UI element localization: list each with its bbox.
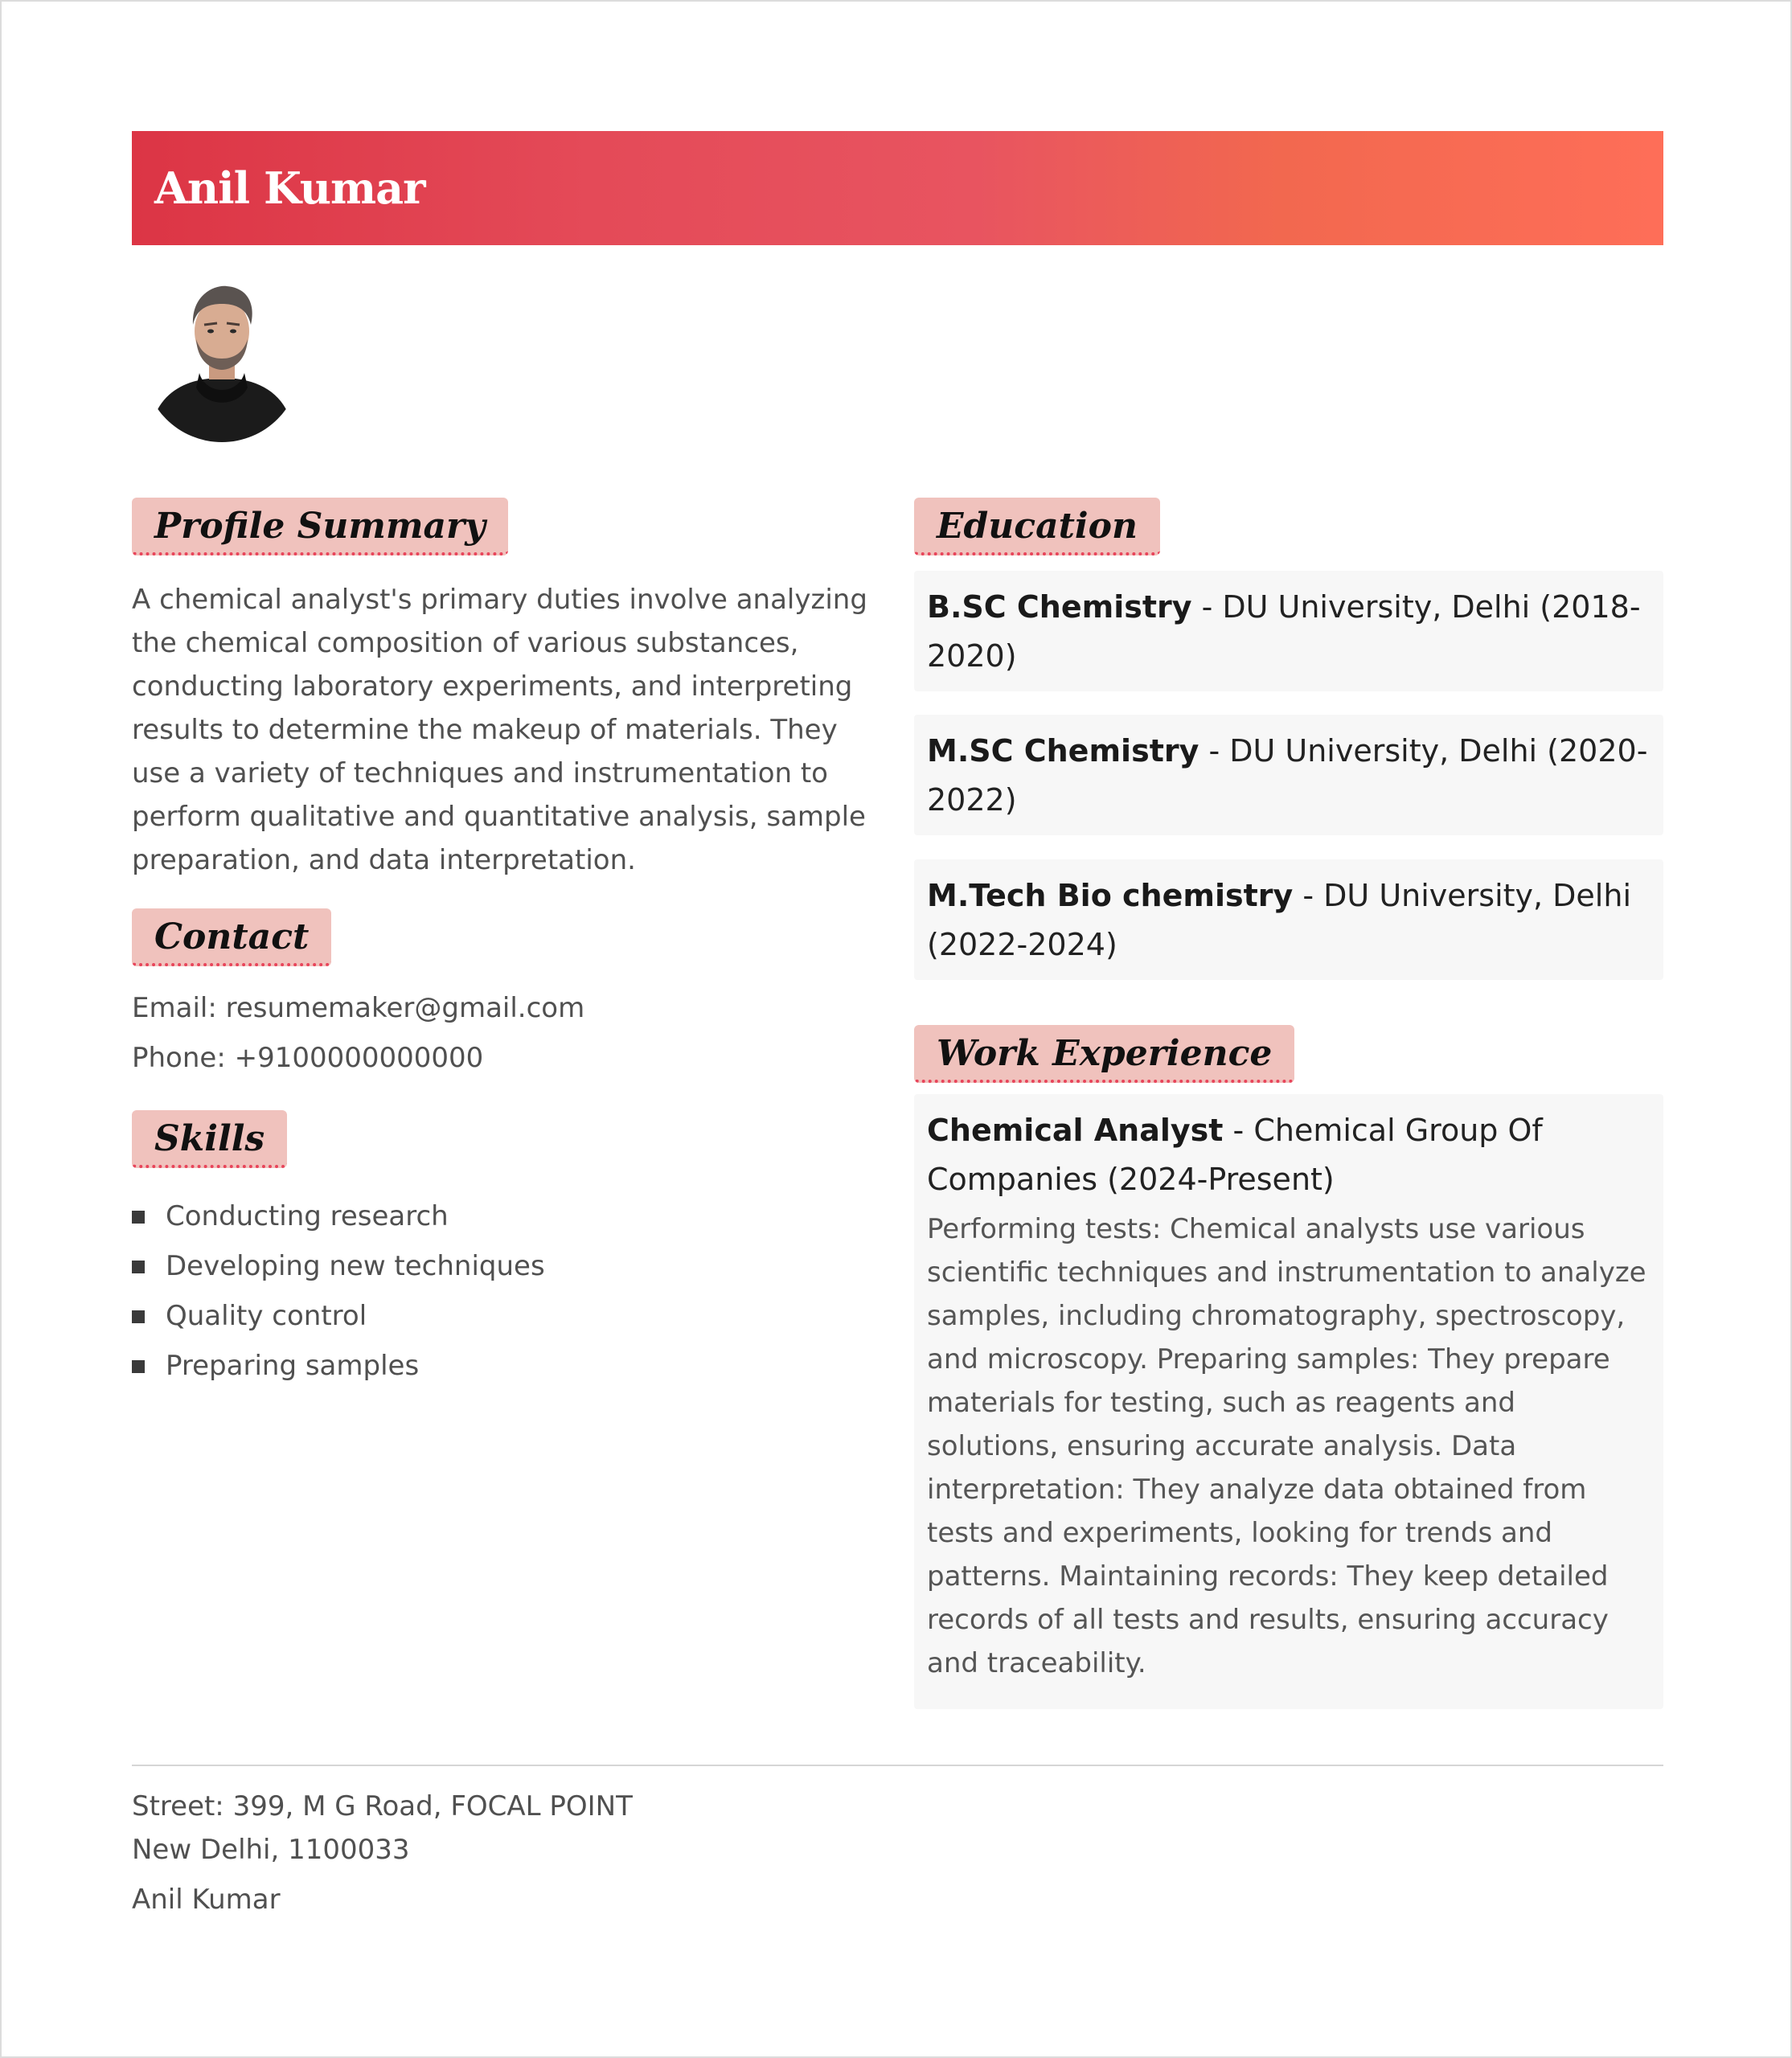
work-item: [914, 1094, 1663, 1709]
job-title: Chemical Analyst: [927, 1113, 1224, 1148]
contact-email: Email: resumemaker@gmail.com: [132, 992, 585, 1024]
summary-line: preparation, and data interpretation.: [132, 844, 636, 876]
education-item: [914, 859, 1663, 980]
desc-line: interpretation: They analyze data obtained from: [927, 1474, 1587, 1506]
education-line: [927, 583, 1651, 632]
summary-line: use a variety of techniques and instrumentation to: [132, 757, 828, 789]
institution: - DU University, Delhi (2020-: [1199, 733, 1648, 769]
work-role-line: [927, 1106, 1651, 1155]
degree-name: M.SC Chemistry: [927, 733, 1199, 769]
education-years: 2020): [927, 638, 1017, 674]
desc-line: Performing tests: Chemical analysts use various: [927, 1213, 1585, 1245]
desc-line: materials for testing, such as reagents and: [927, 1387, 1515, 1419]
desc-line: solutions, ensuring accurate analysis. Data: [927, 1430, 1517, 1462]
education-years: (2022-2024): [927, 927, 1117, 962]
skills-heading: Skills: [132, 1110, 287, 1168]
square-bullet-icon: [132, 1310, 145, 1323]
contact-heading: Contact: [132, 908, 331, 966]
summary-line: conducting laboratory experiments, and interpreting: [132, 670, 853, 703]
education-years: 2022): [927, 782, 1017, 818]
list-item: [132, 1191, 545, 1241]
desc-line: records of all tests and results, ensuring accuracy: [927, 1604, 1609, 1636]
work-experience-heading: Work Experience: [914, 1025, 1294, 1083]
summary-line: the chemical composition of various substances,: [132, 627, 799, 659]
employer: - Chemical Group Of: [1223, 1113, 1543, 1148]
desc-line: patterns. Maintaining records: They keep detailed: [927, 1560, 1609, 1593]
summary-line: A chemical analyst's primary duties involve analyzing: [132, 584, 867, 616]
desc-line: and microscopy. Preparing samples: They prepare: [927, 1343, 1610, 1375]
skill-label: Quality control: [166, 1300, 367, 1332]
degree-name: M.Tech Bio chemistry: [927, 878, 1294, 913]
skills-list: [132, 1191, 545, 1391]
square-bullet-icon: [132, 1211, 145, 1224]
header-banner: [132, 131, 1663, 245]
desc-line: tests and experiments, looking for trends and: [927, 1517, 1552, 1549]
desc-line: scientific techniques and instrumentation to analyze: [927, 1257, 1646, 1289]
skill-label: Preparing samples: [166, 1350, 420, 1382]
square-bullet-icon: [132, 1261, 145, 1273]
footer-name: Anil Kumar: [132, 1884, 281, 1916]
summary-line: results to determine the makeup of materials. They: [132, 714, 838, 746]
education-line: [927, 871, 1651, 920]
profile-summary-text: [132, 578, 888, 882]
footer-street: Street: 399, M G Road, FOCAL POINT: [132, 1790, 633, 1822]
education-item: [914, 571, 1663, 691]
work-description: [927, 1207, 1651, 1685]
square-bullet-icon: [132, 1360, 145, 1373]
skill-label: Conducting research: [166, 1200, 449, 1232]
education-line: [927, 727, 1651, 776]
footer-divider: [132, 1765, 1663, 1766]
list-item: [132, 1341, 545, 1391]
education-item: [914, 715, 1663, 835]
skill-label: Developing new techniques: [166, 1250, 545, 1282]
desc-line: and traceability.: [927, 1647, 1146, 1679]
footer-city: New Delhi, 1100033: [132, 1834, 410, 1866]
list-item: [132, 1241, 545, 1291]
institution: - DU University, Delhi (2018-: [1191, 589, 1641, 625]
institution: - DU University, Delhi: [1293, 878, 1632, 913]
avatar: [143, 275, 301, 442]
profile-photo-icon: [143, 275, 301, 442]
summary-line: perform qualitative and quantitative analysis, sample: [132, 801, 866, 833]
education-heading: Education: [914, 498, 1160, 555]
candidate-name: Anil Kumar: [154, 162, 425, 214]
degree-name: B.SC Chemistry: [927, 589, 1192, 625]
profile-summary-heading: Profile Summary: [132, 498, 508, 555]
list-item: [132, 1291, 545, 1341]
desc-line: samples, including chromatography, spectroscopy,: [927, 1300, 1626, 1332]
employer-period: Companies (2024-Present): [927, 1162, 1335, 1197]
contact-phone: Phone: +9100000000000: [132, 1042, 484, 1074]
